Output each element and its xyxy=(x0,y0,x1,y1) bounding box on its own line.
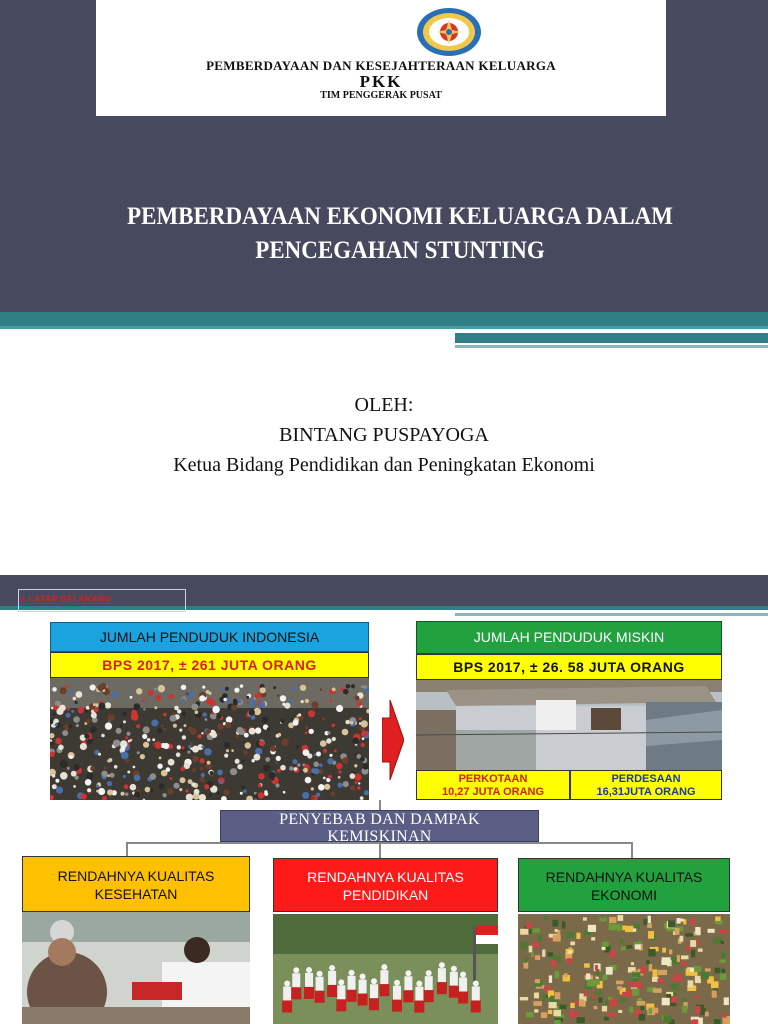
crowd-photo xyxy=(50,678,369,800)
causes-title-line-2: KEMISKINAN xyxy=(327,828,432,842)
teal-accent-line xyxy=(455,345,768,348)
population-value-box: BPS 2017, ± 261 JUTA ORANG xyxy=(50,652,369,678)
organization-team: TIM PENGGERAK PUSAT xyxy=(320,90,442,101)
health-photo xyxy=(22,912,250,1024)
pkk-emblem-icon xyxy=(414,6,484,58)
cause-education-box xyxy=(273,858,498,912)
rural-value: 16,31JUTA ORANG xyxy=(596,786,696,798)
cause-health-box xyxy=(22,856,250,912)
title-slide-header xyxy=(0,0,768,318)
right-arrow-icon xyxy=(382,700,404,780)
connector-vertical-main xyxy=(379,800,381,810)
urban-poor-box xyxy=(416,770,570,800)
presenter-position: Ketua Bidang Pendidikan dan Peningkatan Ekonomi xyxy=(173,454,595,476)
poor-population-value-box: BPS 2017, ± 26. 58 JUTA ORANG xyxy=(416,654,722,680)
section-label: I. LATAR BELAKANG xyxy=(18,589,186,612)
organization-abbreviation: PKK xyxy=(359,72,403,91)
connector-left xyxy=(126,842,128,856)
cause-economy-line-2: EKONOMI xyxy=(590,887,658,903)
title-line-2: PENCEGAHAN STUNTING xyxy=(255,237,545,264)
rural-poor-box xyxy=(570,770,722,800)
cause-education-line-2: PENDIDIKAN xyxy=(342,887,429,903)
causes-title-line-1: PENYEBAB DAN DAMPAK xyxy=(279,811,480,828)
education-photo xyxy=(273,914,498,1024)
poor-population-label-box: JUMLAH PENDUDUK MISKIN xyxy=(416,621,722,654)
urban-label: PERKOTAAN xyxy=(458,773,528,785)
teal-accent-bar xyxy=(455,333,768,343)
presenter-name: BINTANG PUSPAYOGA xyxy=(279,424,489,446)
urban-value: 10,27 JUTA ORANG xyxy=(441,786,545,798)
poverty-causes-box xyxy=(220,810,539,842)
slum-photo xyxy=(416,680,722,770)
population-label-box: JUMLAH PENDUDUK INDONESIA xyxy=(50,622,369,652)
connector-middle xyxy=(379,842,381,858)
presenter-credits xyxy=(0,390,768,480)
teal-divider xyxy=(0,312,768,326)
connector-right xyxy=(631,842,633,858)
cause-education-line-1: RENDAHNYA KUALITAS xyxy=(307,869,464,885)
cause-health-line-1: RENDAHNYA KUALITAS xyxy=(57,868,215,884)
teal-accent-line-2 xyxy=(455,613,768,616)
cause-economy-line-1: RENDAHNYA KUALITAS xyxy=(545,869,703,885)
by-label: OLEH: xyxy=(354,394,414,416)
rural-label: PERDESAAN xyxy=(611,773,681,785)
title-line-1: PEMBERDAYAAN EKONOMI KELUARGA DALAM xyxy=(127,203,673,230)
organization-name: PEMBERDAYAAN DAN KESEJAHTERAAN KELUARGA xyxy=(206,58,556,73)
organization-logo-banner xyxy=(96,0,666,116)
teal-divider-thin xyxy=(0,326,768,329)
cause-health-line-2: KESEHATAN xyxy=(94,886,178,902)
market-photo xyxy=(518,914,730,1024)
slide-title xyxy=(87,200,713,268)
cause-economy-box xyxy=(518,858,730,912)
